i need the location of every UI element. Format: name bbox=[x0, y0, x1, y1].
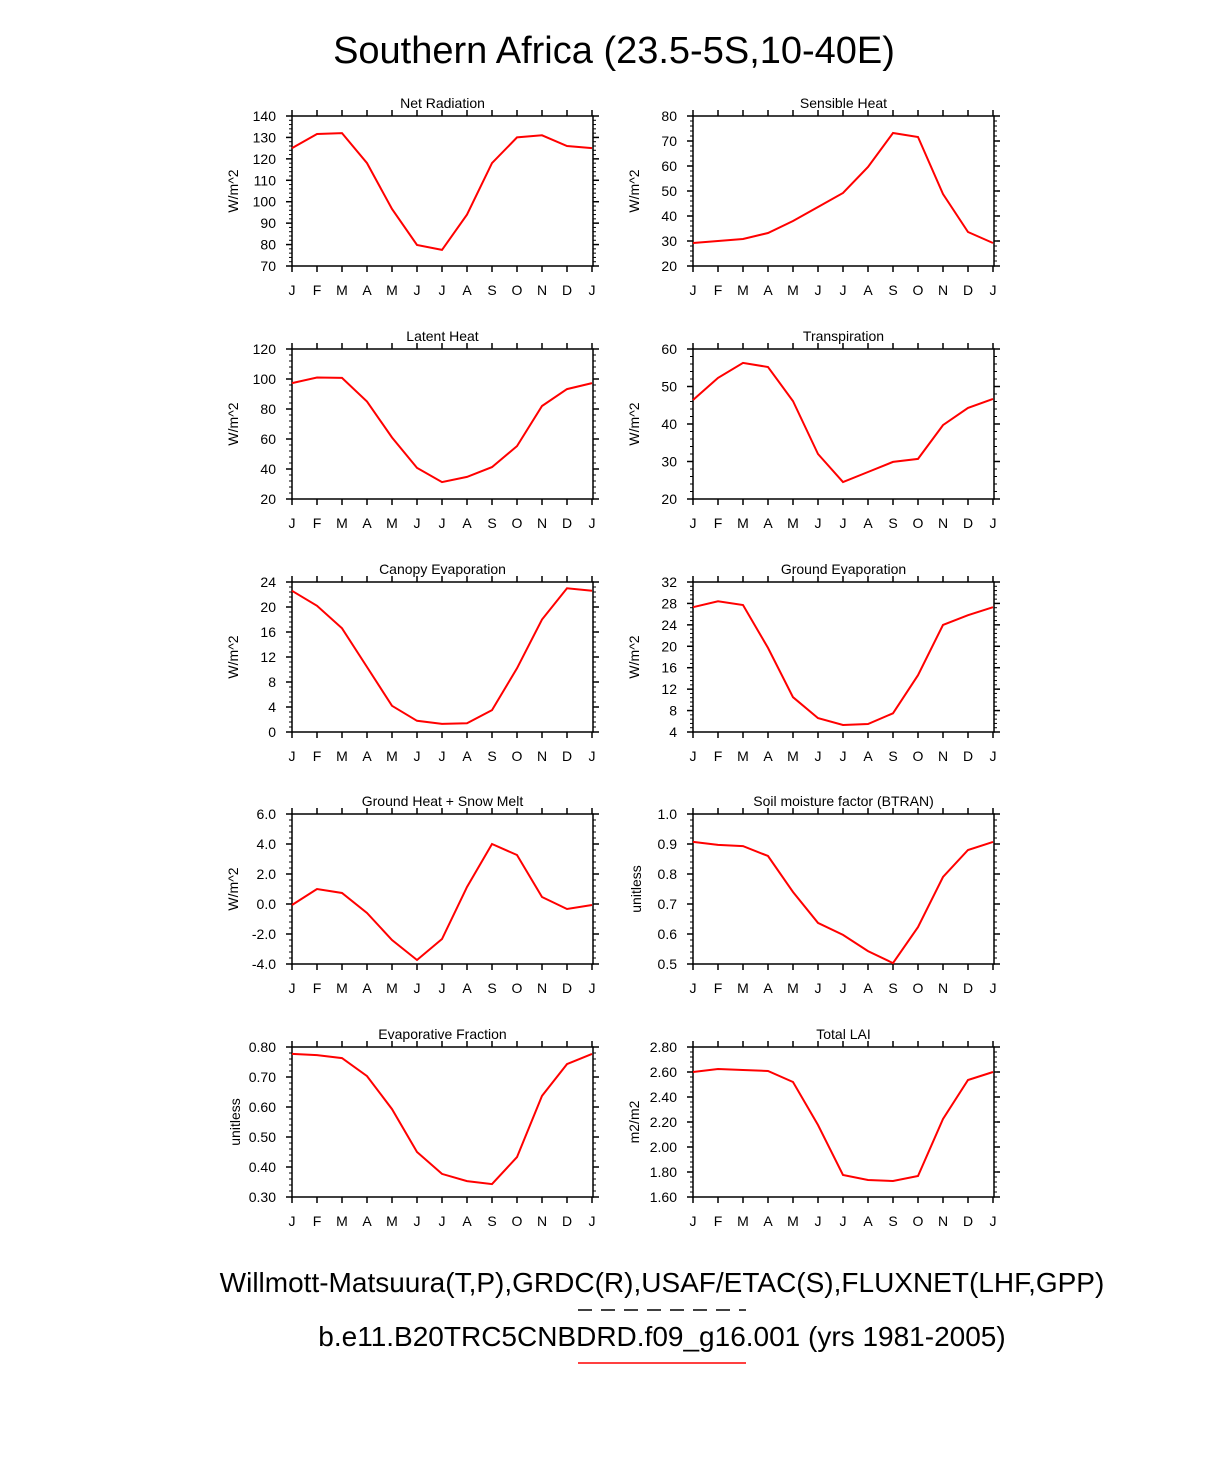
x-tick-label: J bbox=[588, 282, 596, 298]
x-tick-label: O bbox=[912, 748, 924, 764]
x-tick-label: J bbox=[438, 1213, 446, 1229]
y-tick-label: 6.0 bbox=[256, 806, 276, 822]
panel-title: Soil moisture factor (BTRAN) bbox=[753, 793, 934, 809]
panel-title: Sensible Heat bbox=[799, 95, 888, 111]
x-tick-label: D bbox=[561, 1213, 573, 1229]
data-line bbox=[693, 133, 993, 243]
x-tick-label: S bbox=[888, 282, 898, 298]
y-tick-label: 50 bbox=[661, 378, 677, 395]
plot-frame bbox=[693, 349, 994, 499]
panel-evaporative-fraction bbox=[227, 1026, 599, 1229]
x-tick-label: M bbox=[787, 282, 799, 298]
x-tick-label: M bbox=[336, 282, 348, 298]
y-axis-label: W/m^2 bbox=[225, 635, 241, 679]
x-tick-label: D bbox=[561, 515, 573, 531]
x-tick-label: M bbox=[787, 748, 799, 764]
x-tick-label: J bbox=[989, 282, 997, 298]
x-tick-label: F bbox=[312, 1213, 322, 1229]
y-tick-label: 90 bbox=[260, 215, 276, 232]
y-tick-label: -2.0 bbox=[251, 926, 276, 942]
x-tick-label: O bbox=[912, 282, 924, 298]
x-tick-label: N bbox=[536, 748, 548, 764]
x-tick-label: A bbox=[462, 748, 472, 764]
y-tick-label: 12 bbox=[661, 681, 677, 698]
x-tick-label: J bbox=[814, 515, 822, 531]
panel-title: Latent Heat bbox=[406, 328, 479, 344]
x-tick-label: D bbox=[962, 748, 974, 764]
y-tick-label: 1.80 bbox=[649, 1164, 677, 1180]
y-tick-label: 0 bbox=[268, 724, 276, 740]
x-tick-label: J bbox=[689, 980, 697, 996]
y-tick-label: 4 bbox=[669, 724, 677, 740]
x-tick-label: M bbox=[336, 980, 348, 996]
x-tick-label: S bbox=[487, 1213, 497, 1229]
panel-title: Canopy Evaporation bbox=[379, 561, 506, 577]
panel-ground-evaporation bbox=[626, 561, 1000, 764]
y-tick-label: 100 bbox=[252, 371, 276, 387]
x-tick-label: J bbox=[288, 1213, 296, 1229]
x-tick-label: A bbox=[763, 282, 773, 298]
x-tick-label: S bbox=[888, 748, 898, 764]
y-tick-label: 2.80 bbox=[649, 1039, 677, 1055]
data-line bbox=[693, 1069, 993, 1181]
y-tick-label: 110 bbox=[253, 172, 276, 189]
y-tick-label: 4.0 bbox=[256, 836, 276, 852]
x-tick-label: F bbox=[713, 515, 723, 531]
y-tick-label: 140 bbox=[252, 108, 276, 124]
x-tick-label: J bbox=[839, 1213, 847, 1229]
x-tick-label: N bbox=[937, 748, 949, 764]
y-tick-label: 120 bbox=[252, 150, 276, 167]
y-tick-label: 2.0 bbox=[256, 866, 276, 882]
x-tick-label: J bbox=[288, 980, 296, 996]
x-tick-label: S bbox=[888, 980, 898, 996]
y-tick-label: 70 bbox=[260, 258, 276, 274]
x-tick-label: M bbox=[386, 282, 398, 298]
y-tick-label: 2.00 bbox=[649, 1139, 677, 1155]
panel-net-radiation bbox=[225, 95, 599, 298]
x-tick-label: M bbox=[386, 515, 398, 531]
x-tick-label: M bbox=[336, 515, 348, 531]
x-tick-label: J bbox=[814, 980, 822, 996]
x-tick-label: J bbox=[588, 515, 596, 531]
data-line bbox=[693, 363, 993, 482]
y-tick-label: 4 bbox=[268, 699, 276, 715]
panel-title: Net Radiation bbox=[400, 95, 485, 111]
y-axis-label: W/m^2 bbox=[225, 867, 241, 911]
y-tick-label: 16 bbox=[260, 624, 276, 640]
x-tick-label: A bbox=[462, 515, 472, 531]
y-tick-label: 0.5 bbox=[657, 956, 677, 972]
x-tick-label: O bbox=[511, 282, 523, 298]
y-tick-label: 40 bbox=[260, 461, 276, 477]
y-axis-label: W/m^2 bbox=[626, 402, 642, 446]
x-tick-label: A bbox=[863, 515, 873, 531]
plot-frame bbox=[292, 814, 593, 964]
y-tick-label: 1.60 bbox=[649, 1189, 677, 1205]
x-tick-label: N bbox=[536, 515, 548, 531]
plot-frame bbox=[292, 349, 593, 499]
x-tick-label: S bbox=[487, 282, 497, 298]
x-tick-label: N bbox=[536, 980, 548, 996]
panel-latent-heat bbox=[225, 328, 599, 531]
x-tick-label: A bbox=[462, 282, 472, 298]
y-tick-label: 20 bbox=[661, 258, 677, 274]
y-tick-label: 0.60 bbox=[248, 1099, 276, 1115]
x-tick-label: S bbox=[888, 1213, 898, 1229]
x-tick-label: F bbox=[713, 1213, 723, 1229]
x-tick-label: J bbox=[689, 1213, 697, 1229]
y-tick-label: 0.50 bbox=[248, 1129, 276, 1145]
x-tick-label: J bbox=[588, 980, 596, 996]
x-tick-label: J bbox=[588, 1213, 596, 1229]
panel-soil-moisture-factor-btran- bbox=[628, 793, 1000, 996]
x-tick-label: M bbox=[336, 748, 348, 764]
data-line bbox=[292, 844, 592, 960]
y-axis-label: W/m^2 bbox=[225, 169, 241, 213]
data-line bbox=[292, 133, 592, 250]
y-tick-label: 28 bbox=[661, 595, 677, 612]
y-tick-label: 24 bbox=[661, 616, 677, 633]
y-tick-label: 0.7 bbox=[657, 896, 677, 912]
y-tick-label: 24 bbox=[260, 574, 276, 590]
y-tick-label: 20 bbox=[661, 638, 677, 655]
panel-title: Transpiration bbox=[802, 328, 885, 344]
data-line bbox=[693, 842, 993, 963]
panel-ground-heat-snow-melt bbox=[225, 793, 599, 996]
x-tick-label: M bbox=[737, 980, 749, 996]
y-tick-label: 0.40 bbox=[248, 1159, 276, 1175]
y-tick-label: 0.30 bbox=[248, 1189, 276, 1205]
panel-sensible-heat bbox=[626, 95, 1000, 298]
y-tick-label: 130 bbox=[252, 129, 276, 146]
y-tick-label: 30 bbox=[661, 233, 677, 249]
y-tick-label: 2.20 bbox=[649, 1114, 677, 1130]
x-tick-label: J bbox=[438, 515, 446, 531]
x-tick-label: J bbox=[989, 980, 997, 996]
x-tick-label: A bbox=[763, 515, 773, 531]
y-tick-label: 32 bbox=[661, 574, 677, 590]
data-line bbox=[292, 378, 592, 483]
x-tick-label: O bbox=[511, 515, 523, 531]
x-tick-label: N bbox=[937, 515, 949, 531]
x-tick-label: S bbox=[487, 748, 497, 764]
y-tick-label: -4.0 bbox=[251, 956, 276, 972]
y-tick-label: 60 bbox=[260, 431, 276, 447]
panel-canopy-evaporation bbox=[225, 561, 599, 764]
x-tick-label: D bbox=[962, 515, 974, 531]
x-tick-label: J bbox=[989, 748, 997, 764]
x-tick-label: M bbox=[787, 1213, 799, 1229]
y-tick-label: 8 bbox=[268, 674, 276, 690]
x-tick-label: J bbox=[689, 515, 697, 531]
x-tick-label: N bbox=[937, 980, 949, 996]
y-tick-label: 60 bbox=[661, 158, 677, 174]
x-tick-label: F bbox=[713, 282, 723, 298]
x-tick-label: M bbox=[386, 1213, 398, 1229]
panel-title: Ground Heat + Snow Melt bbox=[361, 793, 524, 809]
x-tick-label: J bbox=[989, 515, 997, 531]
y-tick-label: 50 bbox=[661, 183, 677, 199]
x-tick-label: M bbox=[787, 980, 799, 996]
x-tick-label: J bbox=[814, 748, 822, 764]
y-tick-label: 2.40 bbox=[649, 1089, 677, 1105]
x-tick-label: D bbox=[561, 748, 573, 764]
x-tick-label: A bbox=[362, 282, 372, 298]
x-tick-label: J bbox=[989, 1213, 997, 1229]
x-tick-label: M bbox=[386, 748, 398, 764]
x-tick-label: D bbox=[561, 980, 573, 996]
y-axis-label: W/m^2 bbox=[225, 402, 241, 446]
y-tick-label: 60 bbox=[661, 341, 677, 357]
x-tick-label: A bbox=[863, 282, 873, 298]
y-axis-label: W/m^2 bbox=[626, 635, 642, 679]
x-tick-label: F bbox=[312, 515, 322, 531]
panel-title: Total LAI bbox=[816, 1026, 871, 1042]
y-tick-label: 8 bbox=[669, 702, 677, 719]
x-tick-label: J bbox=[438, 748, 446, 764]
y-tick-label: 0.9 bbox=[657, 836, 677, 852]
panel-title: Evaporative Fraction bbox=[378, 1026, 507, 1042]
footer-line2: b.e11.B20TRC5CNBDRD.f09_g16.001 (yrs 1981-2005) bbox=[318, 1321, 1006, 1352]
y-tick-label: 0.80 bbox=[248, 1039, 276, 1055]
x-tick-label: J bbox=[413, 748, 421, 764]
x-tick-label: F bbox=[312, 748, 322, 764]
x-tick-label: J bbox=[689, 282, 697, 298]
x-tick-label: J bbox=[288, 748, 296, 764]
x-tick-label: A bbox=[763, 1213, 773, 1229]
x-tick-label: A bbox=[863, 1213, 873, 1229]
x-tick-label: J bbox=[839, 980, 847, 996]
y-tick-label: 40 bbox=[661, 416, 677, 432]
panel-total-lai bbox=[626, 1026, 1000, 1229]
data-line bbox=[693, 601, 993, 725]
y-tick-label: 80 bbox=[661, 108, 677, 124]
x-tick-label: M bbox=[737, 515, 749, 531]
x-tick-label: F bbox=[713, 748, 723, 764]
x-tick-label: A bbox=[462, 1213, 472, 1229]
x-tick-label: O bbox=[511, 980, 523, 996]
x-tick-label: A bbox=[362, 1213, 372, 1229]
x-tick-label: O bbox=[912, 1213, 924, 1229]
x-tick-label: A bbox=[362, 980, 372, 996]
x-tick-label: J bbox=[588, 748, 596, 764]
x-tick-label: A bbox=[462, 980, 472, 996]
x-tick-label: D bbox=[962, 980, 974, 996]
x-tick-label: O bbox=[511, 1213, 523, 1229]
x-tick-label: N bbox=[937, 1213, 949, 1229]
y-tick-label: 30 bbox=[661, 453, 677, 470]
y-tick-label: 0.8 bbox=[657, 866, 677, 882]
data-line bbox=[292, 1054, 592, 1184]
y-axis-label: unitless bbox=[227, 1098, 243, 1146]
x-tick-label: D bbox=[561, 282, 573, 298]
x-tick-label: M bbox=[737, 748, 749, 764]
y-tick-label: 0.0 bbox=[256, 896, 276, 912]
x-tick-label: J bbox=[413, 515, 421, 531]
y-axis-label: unitless bbox=[628, 865, 644, 913]
x-tick-label: J bbox=[288, 282, 296, 298]
y-tick-label: 12 bbox=[260, 649, 276, 665]
y-tick-label: 20 bbox=[260, 599, 276, 615]
plot-frame bbox=[693, 116, 994, 266]
x-tick-label: M bbox=[336, 1213, 348, 1229]
footer-line1: Willmott-Matsuura(T,P),GRDC(R),USAF/ETAC(S),FLUXNET(LHF,GPP) bbox=[219, 1267, 1105, 1298]
x-tick-label: A bbox=[763, 980, 773, 996]
y-axis-label: m2/m2 bbox=[626, 1100, 642, 1144]
panel-transpiration bbox=[626, 328, 1000, 531]
panel-title: Ground Evaporation bbox=[780, 561, 907, 577]
x-tick-label: J bbox=[438, 282, 446, 298]
x-tick-label: M bbox=[737, 282, 749, 298]
x-tick-label: J bbox=[839, 515, 847, 531]
plot-frame bbox=[292, 582, 593, 732]
y-axis-label: W/m^2 bbox=[626, 169, 642, 213]
x-tick-label: A bbox=[763, 748, 773, 764]
x-tick-label: J bbox=[814, 282, 822, 298]
x-tick-label: N bbox=[937, 282, 949, 298]
x-tick-label: J bbox=[413, 282, 421, 298]
x-tick-label: A bbox=[362, 515, 372, 531]
x-tick-label: A bbox=[362, 748, 372, 764]
x-tick-label: J bbox=[413, 1213, 421, 1229]
x-tick-label: S bbox=[487, 980, 497, 996]
y-tick-label: 80 bbox=[260, 401, 276, 417]
y-tick-label: 70 bbox=[661, 133, 677, 149]
x-tick-label: M bbox=[787, 515, 799, 531]
x-tick-label: J bbox=[689, 748, 697, 764]
y-tick-label: 20 bbox=[661, 491, 677, 507]
y-tick-label: 2.60 bbox=[649, 1064, 677, 1080]
x-tick-label: D bbox=[962, 1213, 974, 1229]
x-tick-label: M bbox=[737, 1213, 749, 1229]
x-tick-label: J bbox=[839, 282, 847, 298]
x-tick-label: J bbox=[814, 1213, 822, 1229]
x-tick-label: M bbox=[386, 980, 398, 996]
x-tick-label: F bbox=[312, 282, 322, 298]
x-tick-label: J bbox=[438, 980, 446, 996]
plot-frame bbox=[693, 814, 994, 964]
y-tick-label: 0.70 bbox=[248, 1069, 276, 1085]
y-tick-label: 0.6 bbox=[657, 926, 677, 942]
x-tick-label: A bbox=[863, 980, 873, 996]
x-tick-label: S bbox=[888, 515, 898, 531]
x-tick-label: J bbox=[839, 748, 847, 764]
x-tick-label: N bbox=[536, 1213, 548, 1229]
y-tick-label: 40 bbox=[661, 208, 677, 224]
x-tick-label: O bbox=[912, 515, 924, 531]
x-tick-label: A bbox=[863, 748, 873, 764]
y-tick-label: 20 bbox=[260, 491, 276, 507]
x-tick-label: J bbox=[288, 515, 296, 531]
y-tick-label: 16 bbox=[661, 659, 677, 676]
x-tick-label: F bbox=[713, 980, 723, 996]
y-tick-label: 100 bbox=[252, 193, 276, 210]
y-tick-label: 120 bbox=[252, 341, 276, 357]
x-tick-label: N bbox=[536, 282, 548, 298]
x-tick-label: D bbox=[962, 282, 974, 298]
figure-title: Southern Africa (23.5-5S,10-40E) bbox=[333, 30, 895, 72]
x-tick-label: S bbox=[487, 515, 497, 531]
x-tick-label: F bbox=[312, 980, 322, 996]
y-tick-label: 80 bbox=[260, 236, 276, 253]
data-line bbox=[292, 588, 592, 724]
x-tick-label: J bbox=[413, 980, 421, 996]
x-tick-label: O bbox=[912, 980, 924, 996]
x-tick-label: O bbox=[511, 748, 523, 764]
y-tick-label: 1.0 bbox=[657, 806, 677, 822]
